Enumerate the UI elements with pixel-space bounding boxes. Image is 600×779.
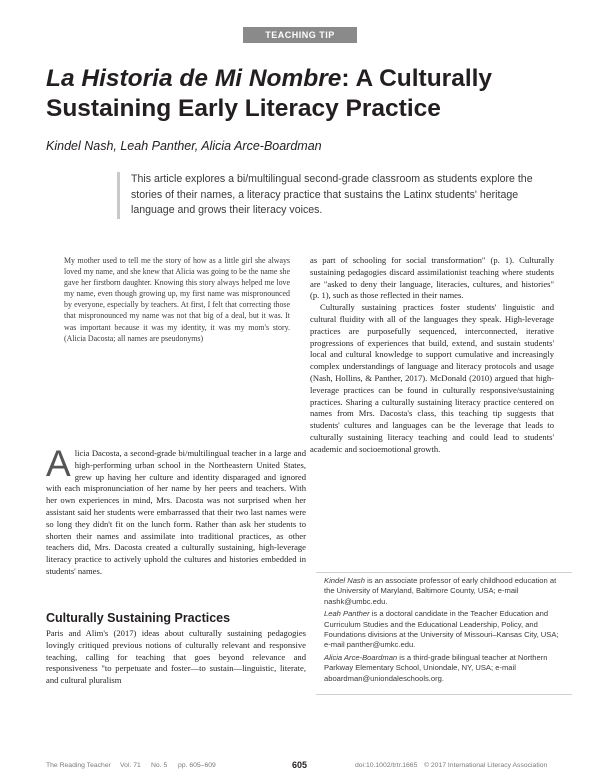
epigraph	[64, 255, 290, 344]
bio-text: is a third-grade bilingual teacher at Northern Parkway Elementary School, Uniondale, NY, USA; e-mail aboardman@uniondaleschools.org.	[324, 652, 548, 683]
title-rest: : A Culturally Sustaining Early Literacy Practice	[46, 65, 493, 122]
bio-name: Alicia Arce-Boardman	[324, 652, 398, 662]
right-column-p1: as part of schooling for social transformation" (p. 1). Culturally sustaining pedagogies discard assimilationist teaching where students are "asked to deny their language, literacies, cultures, and histories" (p. 1), such as those reflected in their names.	[310, 255, 554, 301]
bio-name: Kindel Nash	[324, 576, 365, 585]
drop-cap: A	[46, 443, 71, 484]
abstract: This article explores a bi/multilingual second-grade classroom as students explore the stories of their names, a literacy practice that sustains the Latinx students' heritage language and grows their literacy voices.	[117, 172, 563, 219]
footer-issue: No. 5	[151, 762, 168, 769]
footer-doi: doi:10.1002/trtr.1665	[355, 762, 418, 769]
footer-volume: Vol. 71	[120, 762, 141, 769]
footer-pages: pp. 605–609	[178, 762, 216, 769]
body-paragraph-intro	[46, 443, 306, 578]
right-column	[310, 255, 554, 456]
section-tag: TEACHING TIP	[243, 27, 357, 43]
right-column-p2: Culturally sustaining practices foster students' linguistic and cultural fluidity with all of the languages they speak. High-leverage practices are purposefully sequenced, interconnected, iterative progressions of experiences that build, extend, and sustain students' local and cultural knowledge to support cumulative and increasingly complex understandings of language and literacy protocols and usage (Nash, Hollins, & Panther, 2017). McDonald (2010) argued that high-leverage practices can be found in culturally responsive/sustaining practices. Sharing a culturally sustaining literacy practice centered on names from Mrs. Dacosta's class, this teaching tip suggests that students' cultures and languages can be the leverage that leads to culturally sustaining literacy teaching and could lead to students' academic and socioemotional growth.	[310, 302, 554, 454]
author-bios	[316, 572, 572, 695]
bio-item	[324, 653, 562, 684]
bio-text: is a doctoral candidate in the Teacher Education and Curriculum Studies and the Educational Leadership, Policy, and Foundations divisions at the University of Missouri–Kansas City, USA; e-mail panther@umkc.edu.	[324, 609, 559, 650]
intro-text: licia Dacosta, a second-grade bi/multilingual teacher in a large and high-performing urban school in the Northeastern United States, grew up having her culture and identity disparaged and ignored with each mispronunciation of her name by her peers and teachers. With her own experiences in mind, Mrs. Dacosta was not surprised when her assistant said her students were embarrassed that their two last names were so long they didn't fit on the lunch form. Rather than ask her students to shorten their names and assimilate into traditional practices, as other teachers did, Mrs. Dacosta created a culturally sustaining, high-leverage literacy practice to actively uphold the cultures and histories embedded in students' names.	[46, 448, 306, 576]
bio-text: is an associate professor of early childhood education at the University of Maryland, Baltimore County, USA; e-mail nashk@umbc.edu.	[324, 576, 557, 606]
footer-copyright: © 2017 International Literacy Association	[424, 762, 548, 769]
section-heading: Culturally Sustaining Practices	[46, 611, 231, 625]
body-paragraph-section	[46, 628, 306, 687]
author-list: Kindel Nash, Leah Panther, Alicia Arce-Boardman	[46, 139, 322, 153]
bio-name: Leah Panther	[324, 609, 370, 619]
epigraph-text: My mother used to tell me the story of how as a little girl she always loved my name, and she knew that Alicia was going to be the name she gave her firstborn daughter. Knowing this story always helped me love my name, even though growing up, my first name was mispronounced by everyone, especially by teachers. At first, I felt that correcting those that mispronounced my name was not that big of a deal, but it was. It was important because it was my identity, it was my mom's story. (Alicia Dacosta; all names are pseudonyms)	[64, 256, 290, 343]
footer-journal: The Reading Teacher	[46, 762, 111, 769]
section-text: Paris and Alim's (2017) ideas about culturally sustaining pedagogies lovingly critiqued previous notions of culturally relevant and responsive teaching, calling for teaching that goes beyond relevance and responsiveness "to perpetuate and foster—to sustain—linguistic, literate, and cultural pluralism	[46, 628, 306, 686]
title-italic: La Historia de Mi Nombre	[46, 65, 342, 92]
bio-item	[324, 576, 562, 607]
article-title	[46, 64, 566, 124]
page-number: 605	[292, 760, 308, 770]
bio-item	[324, 609, 562, 651]
page-footer	[46, 762, 556, 774]
